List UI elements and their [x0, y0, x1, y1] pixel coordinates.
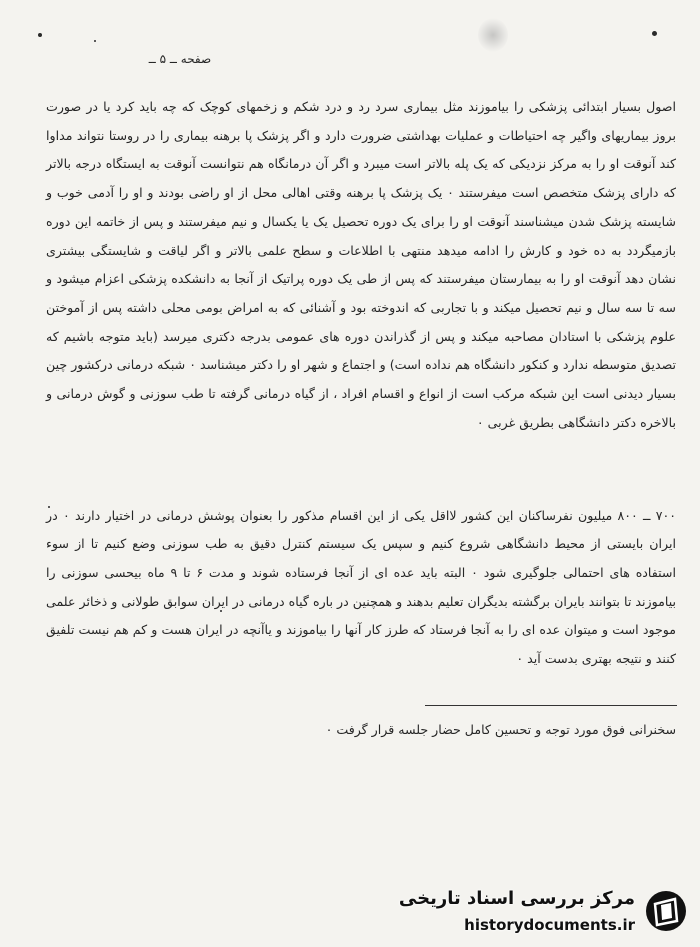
archive-watermark	[398, 884, 697, 942]
closing-note: سخنرانی فوق مورد توجه و تحسین کامل حضار جلسه قرار گرفت ۰	[325, 722, 676, 737]
body-paragraph-2: ۷۰۰ ــ ۸۰۰ میلیون نفرساکنان این کشور لااقل یکی از این اقسام مذکور را بعنوان پوشش درمانی در اختیار دارند ۰ در ایران بایستی از محیط دانشگاهی شروع کنیم و سپس یک سیستم کنترل دقیق به طب سوزنی وضع کنیم تا از سوء استفاده های احتمالی جلوگیری شود ۰ البته باید عده ای از آنجا فرستاده شوند و مدت ۶ تا ۹ ماه بیحسی سوزنی را بیاموزند تا بتوانند بایران برگشته بدیگران تعلیم بدهند و همچنین در باره گیاه درمانی در ایران سوابق طولانی و ذخائر علمی موجود است و میتوان عده ای را به آنجا فرستاد که طرز کار آنها را بیاموزند و یاآنچه در ایران هست و کم هم نیست تلفیق کنند و نتیجه بهتری بدست آید ۰	[46, 507, 676, 667]
page-number: صفحه ــ ۵ ــ	[148, 52, 212, 66]
paper-stain	[478, 18, 508, 52]
archive-logo-icon	[645, 890, 687, 932]
archive-url: historydocuments.ir	[464, 916, 635, 934]
separator-line	[425, 705, 677, 706]
archive-title: مرکز بررسی اسناد تاریخی	[398, 888, 635, 909]
body-paragraph-1: اصول بسیار ابتدائی پزشکی را بیاموزند مثل بیماری سرد رد و درد شکم و زخمهای کوچک که چه باید کرد یا در صورت بروز بیماریهای واگیر چه احتیاطات و عملیات بهداشتی ضرورت دارد و اگر پزشک پا برهنه بیماری را در روستا نتواند مداوا کند آنوقت او را به مرکز نزدیکی که یک پله بالاتر است میبرد و اگر آن درمانگاه هم نتوانست آنوقت به ایستگاه درجه بالاتر که دارای پزشک متخصص است میفرستند ۰ یک پزشک پا برهنه وقتی اهالی محل از او راضی بودند و او را آدمی خوب و شایسته پزشک شدن میشناسند آنوقت او را برای یک دوره تحصیل یک یا یکسال و نیم میفرستند و پس از خاتمه این دوره بازمیگردد به ده خود و کارش را ادامه میدهد منتهی با اطلاعات و سطح علمی بالاتر و اگر لیاقت و شایستگی بیشتری نشان دهد آنوقت او را به بیمارستان میفرستند که پس از طی یک دوره پراتیک از آنجا به دانشکده پزشکی اعزام میشود و سه تا سه سال و نیم تحصیل میکند و با تجاربی که اندوخته بود و آشنائی که به امراض بومی محلی داشته پس از آموختن علوم پزشکی با استادان مصاحبه میکند و پس از گذراندن دوره های عمومی بدرجه دکتری میرسد (باید متوجه باشیم که تصدیق متوسطه ندارد و کنکور دانشگاه هم نداده است) و اجتماع و شهر او را دکتر میشناسد ۰ شبکه درمانی درکشور چین بسیار دیدنی است این شبکه مرکب است از انواع و اقسام افراد ، از گیاه درمانی گرفته تا طب سوزنی و گوش درمانی و بالاخره دکتر دانشگاهی بطریق غربی ۰	[46, 99, 676, 430]
